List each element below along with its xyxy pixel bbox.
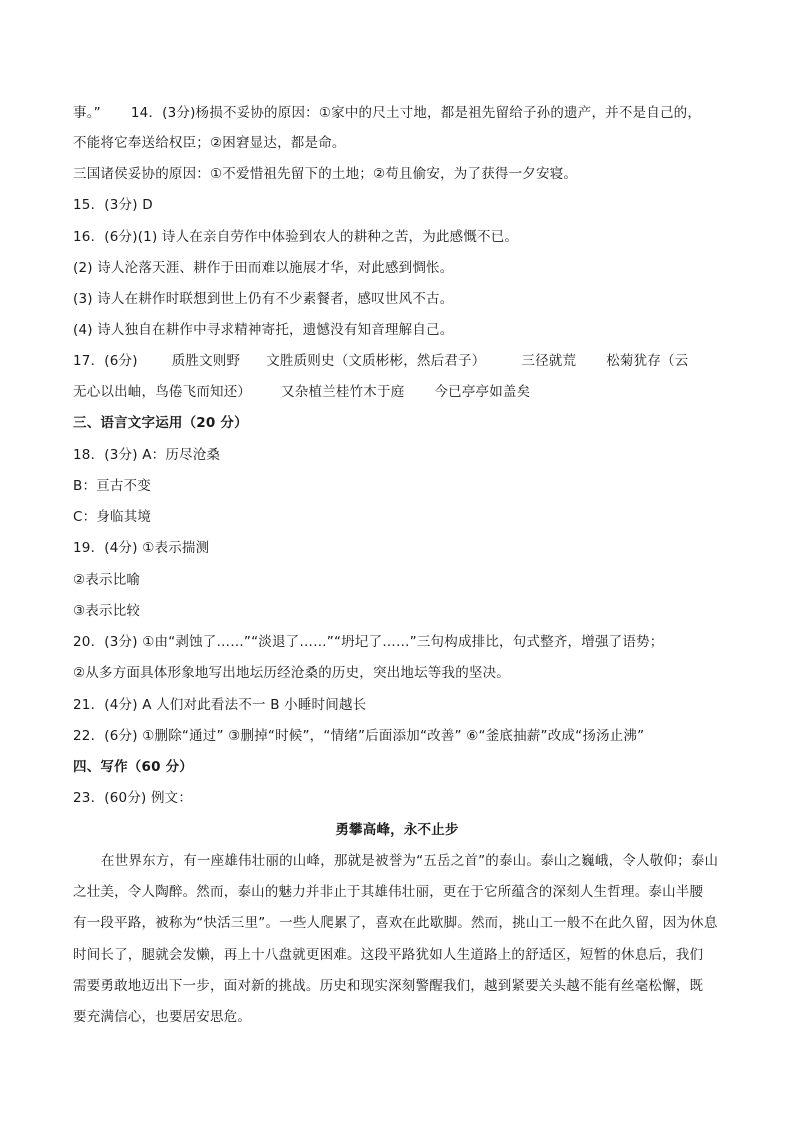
answer-18: 18．(3分) A：历尽沧桑: [73, 447, 221, 463]
answer-18-b: B：亘古不变: [73, 478, 151, 494]
answer-15: 15．(3分) D: [73, 197, 153, 213]
essay-paragraph-line: 时间长了，腿就会发懒，再上十八盘就更困难。这段平路犹如人生道路上的舒适区，短暂的休息后，我们: [73, 947, 704, 963]
answer-14-reason: 三国诸侯妥协的原因：①不爱惜祖先留下的土地；②苟且偷安，为了获得一夕安寝。: [73, 166, 578, 182]
answer-19-3: ③表示比较: [73, 603, 141, 619]
answer-18-c: C：身临其境: [73, 509, 152, 525]
answer-17-e: 又杂植兰桂竹木于庭: [281, 384, 405, 400]
answer-20: 20．(3分) ①由“剥蚀了……”“淡退了……”“坍圮了……”三句构成排比，句式整齐，增强了语势；: [73, 634, 664, 650]
answer-14-cont: 不能将它奉送给权臣；②困窘显达，都是命。: [73, 135, 346, 151]
section-4-heading: 四、写作（60 分）: [73, 759, 193, 775]
answer-17-d: 松菊犹存（云: [606, 353, 689, 369]
answer-line-17: [73, 352, 733, 370]
essay-paragraph-line: 要充满信心，也要居安思危。: [73, 1009, 252, 1025]
answer-16-2: (2) 诗人沦落天涯、耕作于田而难以施展才华，对此感到惆怅。: [73, 260, 454, 276]
essay-title: 勇攀高峰，永不止步: [335, 822, 459, 838]
answer-17-label: 17．(6分): [73, 353, 138, 369]
answer-20-2: ②从多方面具体形象地写出地坛历经沧桑的历史，突出地坛等我的坚决。: [73, 665, 511, 681]
essay-paragraph-line: 之壮美，令人陶醉。然而，泰山的魅力并非止于其雄伟壮丽，更在于它所蕴含的深刻人生哲理。泰山半腰: [73, 884, 704, 900]
essay-paragraph-line: 在世界东方，有一座雄伟壮丽的山峰，那就是被誉为“五岳之首”的泰山。泰山之巍峨，令人敬仰；泰山: [101, 853, 719, 869]
answer-23: 23．(60分) 例文：: [73, 790, 193, 806]
answer-17-d-cont: 无心以出岫，鸟倦飞而知还）: [73, 384, 252, 400]
section-3-heading: 三、语言文字运用（20 分）: [73, 415, 248, 431]
answer-22: 22．(6分) ①删除“通过” ③删掉“时候”，“情绪”后面添加“改善” ⑥“釜底抽薪”改成“扬汤止沸”: [73, 728, 645, 744]
answer-line-17-cont: [73, 383, 733, 401]
answer-17-a: 质胜文则野: [171, 353, 241, 369]
essay-paragraph-line: 需要勇敢地迈出下一步，面对新的挑战。历史和现实深刻警醒我们，越到紧要关头越不能有丝毫松懈，既: [73, 978, 704, 994]
quote-end: 事。”: [73, 105, 101, 121]
answer-16: 16．(6分)(1) 诗人在亲自劳作中体验到农人的耕种之苦，为此感慨不已。: [73, 229, 519, 245]
answer-19: 19．(4分) ①表示揣测: [73, 540, 210, 556]
essay-paragraph-line: 有一段平路，被称为“快活三里”。一些人爬累了，喜欢在此歇脚。然而，挑山工一般不在此久留，因为休息: [73, 915, 718, 931]
answer-16-3: (3) 诗人在耕作时联想到世上仍有不少素餐者，感叹世风不古。: [73, 291, 454, 307]
answer-21: 21．(4分) A 人们对此看法不一 B 小睡时间越长: [73, 697, 367, 713]
answer-19-2: ②表示比喻: [73, 572, 141, 588]
answer-17-c: 三径就荒: [521, 353, 577, 369]
answer-17-f: 今已亭亭如盖矣: [434, 384, 531, 400]
answer-16-4: (4) 诗人独自在耕作中寻求精神寄托，遗憾没有知音理解自己。: [73, 322, 454, 338]
answer-17-b: 文胜质则史（文质彬彬，然后君子）: [266, 353, 486, 369]
answer-line-14: [73, 104, 733, 122]
answer-14: 14．(3分)杨损不妥协的原因：①家中的尺土寸地，都是祖先留给子孙的遗产，并不是自己的，: [130, 105, 702, 121]
